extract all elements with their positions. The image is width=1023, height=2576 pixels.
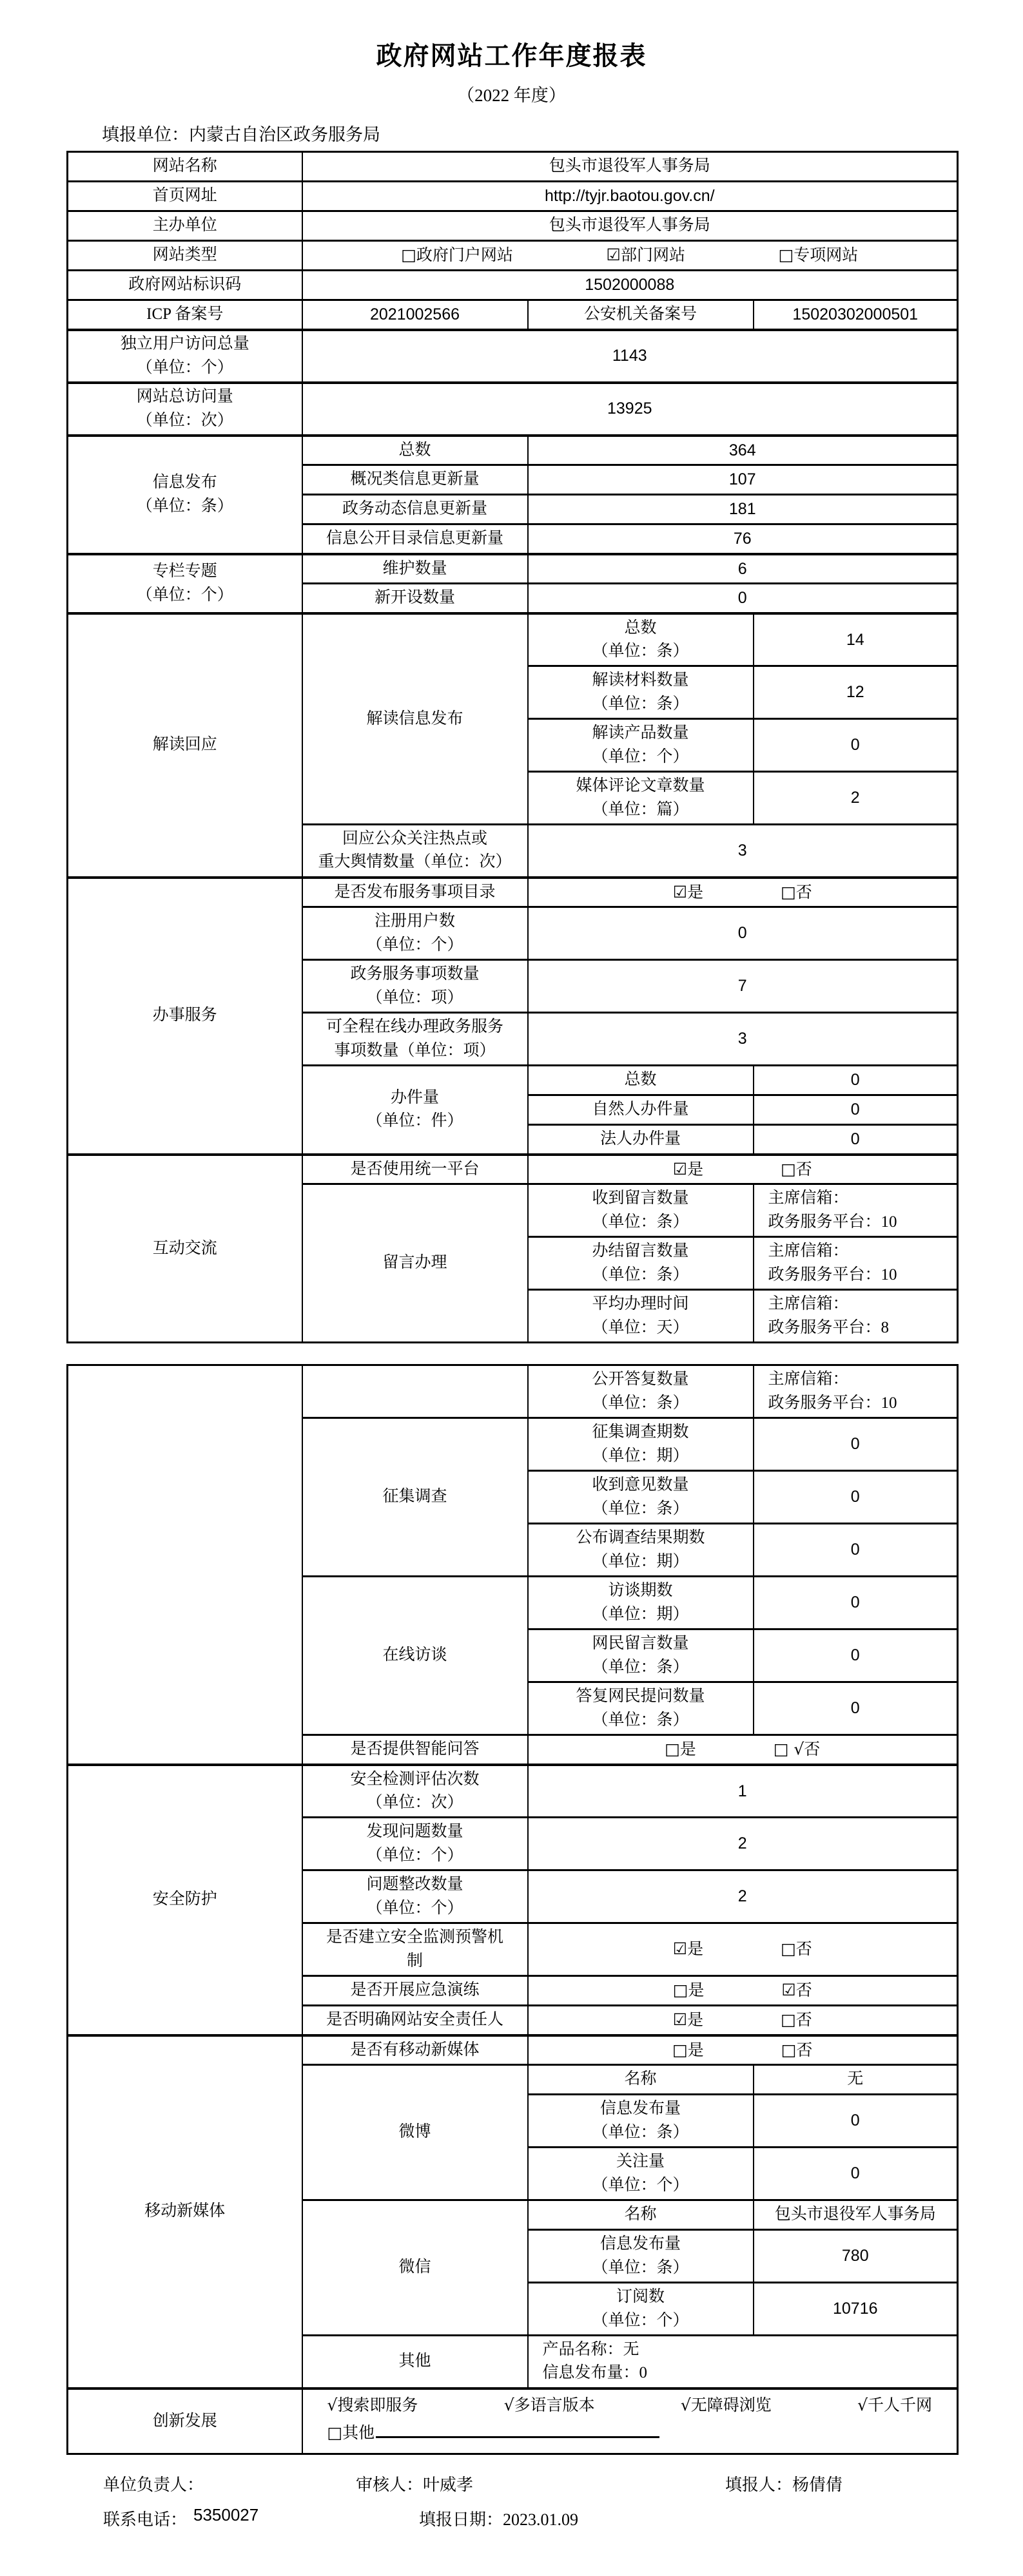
survey-row-label-text: 征集调查期数 — [592, 1423, 689, 1441]
filler-label: 填报人：杨倩倩 — [725, 2475, 843, 2494]
messages-row-unit: （单位：天） — [592, 1318, 689, 1336]
interpret-row-label — [528, 772, 754, 825]
service-row-label — [302, 1013, 528, 1066]
interpret-row-label — [528, 719, 754, 772]
interview-row-unit: （单位：条） — [592, 1658, 689, 1676]
survey-row-label-text: 公布调查结果期数 — [576, 1529, 705, 1547]
interpret-row-unit: （单位：条） — [592, 695, 689, 713]
service-row-label-text: 注册用户数 — [374, 912, 455, 930]
interview-row-value: 0 — [754, 1682, 958, 1735]
checkbox-drill-no: ☑否 — [781, 1981, 812, 2000]
weibo-row-label — [528, 2095, 754, 2148]
checkbox-innovation-other: □其他 — [327, 2423, 375, 2442]
icp-value: 2021002566 — [302, 300, 528, 330]
police-record-label: 公安机关备案号 — [528, 300, 754, 330]
volume-row-label: 总数 — [528, 1066, 754, 1095]
wechat-row-unit: （单位：个） — [592, 2311, 689, 2329]
columns-label: 专栏专题 — [152, 562, 217, 581]
interaction-category: 互动交流 — [68, 1155, 302, 1343]
security-category: 安全防护 — [68, 1765, 302, 2035]
platform-value — [528, 1155, 958, 1184]
weibo-row-unit: （单位：个） — [592, 2176, 689, 2194]
security-warning-value — [528, 1923, 958, 1976]
innovation-value — [302, 2389, 958, 2454]
checkbox-multilingual: √多语言版本 — [503, 2395, 595, 2414]
checkbox-personalized: √千人千网 — [857, 2395, 932, 2414]
weibo-label: 微博 — [302, 2065, 528, 2200]
checkbox-platform-no: □否 — [781, 1159, 812, 1178]
info-publish-row-value: 181 — [528, 495, 958, 524]
service-catalog-label: 是否发布服务事项目录 — [302, 878, 528, 907]
columns-row-label: 维护数量 — [302, 554, 528, 584]
platform-line: 政务服务平台：8 — [768, 1318, 890, 1336]
reply-value — [754, 1365, 958, 1418]
weibo-row-unit: （单位：条） — [592, 2123, 689, 2141]
survey-row-unit: （单位：期） — [592, 1447, 689, 1465]
service-row-unit: （单位：个） — [366, 936, 463, 954]
platform-line: 政务服务平台：10 — [768, 1265, 897, 1283]
security-row-label-text: 问题整改数量 — [366, 1876, 463, 1894]
service-row-label — [302, 960, 528, 1013]
messages-row-value — [754, 1184, 958, 1237]
interpret-row-unit: （单位：条） — [592, 642, 689, 660]
survey-label: 征集调查 — [302, 1418, 528, 1577]
security-drill-label: 是否开展应急演练 — [302, 1976, 528, 2006]
survey-row-unit: （单位：条） — [592, 1499, 689, 1517]
weibo-row-label-text: 信息发布量 — [599, 2100, 681, 2118]
checkbox-search-service: √搜索即服务 — [327, 2395, 418, 2414]
service-row-value: 0 — [528, 907, 958, 960]
police-record-value: 15020302000501 — [754, 300, 958, 330]
qa-value — [528, 1735, 958, 1765]
icp-label: ICP 备案号 — [68, 300, 302, 330]
checkbox-officer-yes: ☑是 — [672, 2010, 704, 2030]
checkbox-officer-no: □否 — [781, 2010, 812, 2030]
site-code-label: 政府网站标识码 — [68, 271, 302, 300]
survey-row-label-text: 收到意见数量 — [592, 1476, 689, 1494]
checkbox-department-site: ☑部门网站 — [606, 245, 685, 265]
report-table-page1 — [66, 151, 959, 1343]
interview-row-label-text: 答复网民提问数量 — [576, 1687, 705, 1706]
wechat-row-label-text: 订阅数 — [616, 2288, 665, 2306]
weibo-row-label — [528, 2148, 754, 2200]
site-type-label: 网站类型 — [68, 241, 302, 271]
messages-row-unit: （单位：条） — [592, 1265, 689, 1283]
service-row-label — [302, 907, 528, 960]
other-product-line: 产品名称：无 — [542, 2341, 639, 2358]
interview-row-label-text: 访谈期数 — [608, 1582, 673, 1600]
mobile-has-value — [528, 2035, 958, 2065]
survey-row-value: 0 — [754, 1418, 958, 1471]
phone-label: 联系电话： — [103, 2510, 188, 2529]
wechat-row-label — [528, 2230, 754, 2283]
columns-unit: （单位：个） — [136, 586, 233, 604]
survey-row-label — [528, 1524, 754, 1577]
info-publish-row-value: 107 — [528, 465, 958, 495]
respond-value: 3 — [528, 825, 958, 878]
interview-row-label-text: 网民留言数量 — [592, 1635, 689, 1653]
checkbox-gov-portal: □政府门户网站 — [401, 245, 513, 265]
interaction-category-continued — [68, 1365, 302, 1765]
unit-head-label: 单位负责人： — [103, 2475, 204, 2494]
checkbox-mobile-no: □否 — [781, 2040, 813, 2059]
mobile-other-value — [528, 2336, 958, 2389]
interpret-row-unit: （单位：个） — [592, 747, 689, 765]
service-row-unit: （单位：项） — [366, 988, 463, 1006]
volume-row-value: 0 — [754, 1095, 958, 1125]
interpret-row-label-text: 解读产品数量 — [592, 724, 689, 742]
reporting-unit-line: 填报单位：内蒙古自治区政务服务局 — [102, 125, 380, 144]
sponsor-label: 主办单位 — [68, 211, 302, 241]
weibo-row-label-text: 关注量 — [616, 2153, 665, 2171]
auditor-label: 审核人：叶威孝 — [356, 2475, 474, 2494]
qa-label: 是否提供智能问答 — [302, 1735, 528, 1765]
unique-visitors-value: 1143 — [302, 330, 958, 383]
checkbox-platform-yes: ☑是 — [672, 1159, 704, 1178]
wechat-row-value: 10716 — [754, 2283, 958, 2336]
report-footer — [0, 2466, 1023, 2576]
service-volume-label — [302, 1066, 528, 1155]
unique-visitors-label-text: 独立用户访问总量 — [120, 335, 249, 353]
site-name-value: 包头市退役军人事务局 — [302, 152, 958, 182]
homepage-value: http://tyjr.baotou.gov.cn/ — [302, 182, 958, 211]
mobile-category: 移动新媒体 — [68, 2035, 302, 2389]
interpret-publish-label: 解读信息发布 — [302, 613, 528, 825]
checkbox-qa-no: □ √否 — [773, 1740, 821, 1759]
weibo-row-value: 0 — [754, 2095, 958, 2148]
messages-label-continued — [302, 1365, 528, 1418]
security-row-label — [302, 1765, 528, 1818]
reply-label-text: 公开答复数量 — [592, 1370, 689, 1389]
wechat-row-value: 780 — [754, 2230, 958, 2283]
mailbox-line: 主席信箱： — [768, 1189, 849, 1207]
mobile-other-label: 其他 — [302, 2336, 528, 2389]
messages-label: 留言办理 — [302, 1184, 528, 1343]
info-publish-label: 信息发布 — [152, 474, 217, 492]
info-publish-row-value: 76 — [528, 524, 958, 554]
checkbox-special-site: □专项网站 — [778, 245, 859, 265]
interpret-category: 解读回应 — [68, 613, 302, 878]
messages-row-label-text: 平均办理时间 — [592, 1295, 689, 1313]
interpret-row-value: 14 — [754, 613, 958, 666]
respond-label-line1: 回应公众关注热点或 — [342, 830, 487, 847]
unique-visitors-label — [68, 330, 302, 383]
sponsor-value: 包头市退役军人事务局 — [302, 211, 958, 241]
checkbox-warning-yes: ☑是 — [672, 1939, 704, 1959]
wechat-row-label: 名称 — [528, 2200, 754, 2230]
interview-row-value: 0 — [754, 1577, 958, 1629]
interpret-row-label-text: 媒体评论文章数量 — [576, 777, 705, 795]
messages-row-unit: （单位：条） — [592, 1213, 689, 1231]
columns-row-value: 0 — [528, 584, 958, 613]
wechat-label: 微信 — [302, 2200, 528, 2336]
checkbox-accessibility: √无障碍浏览 — [680, 2395, 772, 2414]
security-row-value: 2 — [528, 1818, 958, 1870]
messages-row-label — [528, 1184, 754, 1237]
page-subtitle: （2022 年度） — [457, 86, 566, 105]
security-row-label — [302, 1818, 528, 1870]
mailbox-line: 主席信箱： — [768, 1370, 849, 1389]
other-publish-line: 信息发布量：0 — [542, 2364, 648, 2382]
volume-row-label: 自然人办件量 — [528, 1095, 754, 1125]
phone-value: 5350027 — [193, 2505, 259, 2524]
homepage-label: 首页网址 — [68, 182, 302, 211]
messages-row-label — [528, 1237, 754, 1290]
interview-row-label — [528, 1682, 754, 1735]
reply-unit: （单位：条） — [592, 1394, 689, 1412]
wechat-row-label-text: 信息发布量 — [599, 2235, 681, 2253]
info-publish-row-label: 概况类信息更新量 — [302, 465, 528, 495]
weibo-row-value: 无 — [754, 2065, 958, 2095]
respond-label — [302, 825, 528, 878]
service-row-label-text: 可全程在线办理政务服务 — [326, 1018, 503, 1036]
interpret-row-value: 12 — [754, 666, 958, 719]
report-date: 填报日期：2023.01.09 — [419, 2510, 579, 2529]
service-category: 办事服务 — [68, 878, 302, 1155]
security-warning-line2: 制 — [406, 1952, 423, 1970]
info-publish-category — [68, 436, 302, 554]
security-warning-label — [302, 1923, 528, 1976]
other-blank-underline — [376, 2421, 659, 2438]
checkbox-catalog-no: □否 — [781, 882, 812, 901]
interview-label: 在线访谈 — [302, 1577, 528, 1735]
security-officer-value — [528, 2006, 958, 2035]
interview-row-label — [528, 1629, 754, 1682]
mailbox-line: 主席信箱： — [768, 1295, 849, 1313]
interpret-row-value: 0 — [754, 719, 958, 772]
weibo-row-label: 名称 — [528, 2065, 754, 2095]
security-row-unit: （单位：个） — [366, 1899, 463, 1917]
platform-label: 是否使用统一平台 — [302, 1155, 528, 1184]
report-table-page2 — [66, 1364, 959, 2455]
volume-row-value: 0 — [754, 1066, 958, 1095]
survey-row-unit: （单位：期） — [592, 1552, 689, 1570]
wechat-row-value: 包头市退役军人事务局 — [754, 2200, 958, 2230]
survey-row-label — [528, 1471, 754, 1524]
info-publish-row-label: 信息公开目录信息更新量 — [302, 524, 528, 554]
interview-row-value: 0 — [754, 1629, 958, 1682]
info-publish-unit: （单位：条） — [136, 497, 233, 515]
mobile-has-label: 是否有移动新媒体 — [302, 2035, 528, 2065]
survey-row-value: 0 — [754, 1471, 958, 1524]
security-row-label — [302, 1870, 528, 1923]
security-row-value: 1 — [528, 1765, 958, 1818]
interpret-row-label — [528, 613, 754, 666]
checkbox-drill-yes: □是 — [672, 1981, 705, 2000]
security-officer-label: 是否明确网站安全责任人 — [302, 2006, 528, 2035]
columns-row-value: 6 — [528, 554, 958, 584]
checkbox-warning-no: □否 — [781, 1939, 812, 1959]
columns-category — [68, 554, 302, 613]
info-publish-row-value: 364 — [528, 436, 958, 465]
wechat-row-unit: （单位：条） — [592, 2258, 689, 2276]
platform-line: 政务服务平台：10 — [768, 1213, 897, 1231]
innovation-category: 创新发展 — [68, 2389, 302, 2454]
survey-row-label — [528, 1418, 754, 1471]
service-row-label-text: 政务服务事项数量 — [350, 965, 480, 983]
interview-row-unit: （单位：条） — [592, 1711, 689, 1729]
respond-label-line2: 重大舆情数量（单位：次） — [318, 853, 512, 871]
service-row-unit: 事项数量（单位：项） — [334, 1041, 496, 1059]
messages-row-label — [528, 1290, 754, 1343]
wechat-row-label — [528, 2283, 754, 2336]
security-row-unit: （单位：个） — [366, 1846, 463, 1864]
security-row-value: 2 — [528, 1870, 958, 1923]
total-visits-label-text: 网站总访问量 — [136, 388, 233, 406]
security-row-label-text: 安全检测评估次数 — [350, 1770, 480, 1788]
site-code-value: 1502000088 — [302, 271, 958, 300]
site-type-options — [302, 241, 958, 271]
interpret-row-unit: （单位：篇） — [592, 800, 689, 818]
service-row-value: 3 — [528, 1013, 958, 1066]
site-name-label: 网站名称 — [68, 152, 302, 182]
annual-report-document — [0, 35, 1023, 2576]
total-visits-unit: （单位：次） — [136, 411, 233, 429]
total-visits-label — [68, 383, 302, 436]
service-catalog-value — [528, 878, 958, 907]
volume-row-value: 0 — [754, 1125, 958, 1155]
messages-row-label-text: 收到留言数量 — [592, 1189, 689, 1207]
checkbox-qa-yes: □是 — [665, 1740, 696, 1759]
mailbox-line: 主席信箱： — [768, 1242, 849, 1260]
interview-row-unit: （单位：期） — [592, 1605, 689, 1623]
reply-label — [528, 1365, 754, 1418]
interpret-row-label — [528, 666, 754, 719]
total-visits-value: 13925 — [302, 383, 958, 436]
messages-row-value — [754, 1290, 958, 1343]
service-volume-label-text: 办件量 — [390, 1089, 439, 1106]
interpret-row-value: 2 — [754, 772, 958, 825]
checkbox-mobile-yes: □是 — [672, 2040, 704, 2059]
checkbox-catalog-yes: ☑是 — [672, 882, 704, 901]
survey-row-value: 0 — [754, 1524, 958, 1577]
messages-row-value — [754, 1237, 958, 1290]
info-publish-row-label: 总数 — [302, 436, 528, 465]
interview-row-label — [528, 1577, 754, 1629]
security-row-unit: （单位：次） — [366, 1793, 463, 1811]
weibo-row-value: 0 — [754, 2148, 958, 2200]
security-drill-value — [528, 1976, 958, 2006]
service-row-value: 7 — [528, 960, 958, 1013]
platform-line: 政务服务平台：10 — [768, 1394, 897, 1412]
info-publish-row-label: 政务动态信息更新量 — [302, 495, 528, 524]
security-warning-line1: 是否建立安全监测预警机 — [326, 1928, 503, 1946]
page-title: 政府网站工作年度报表 — [376, 41, 647, 70]
unique-visitors-unit: （单位：个） — [136, 358, 233, 376]
columns-row-label: 新开设数量 — [302, 584, 528, 613]
interpret-row-label-text: 总数 — [624, 619, 657, 637]
service-volume-unit: （单位：件） — [366, 1112, 463, 1130]
interpret-row-label-text: 解读材料数量 — [592, 671, 689, 689]
security-row-label-text: 发现问题数量 — [366, 1823, 463, 1841]
messages-row-label-text: 办结留言数量 — [592, 1242, 689, 1260]
volume-row-label: 法人办件量 — [528, 1125, 754, 1155]
